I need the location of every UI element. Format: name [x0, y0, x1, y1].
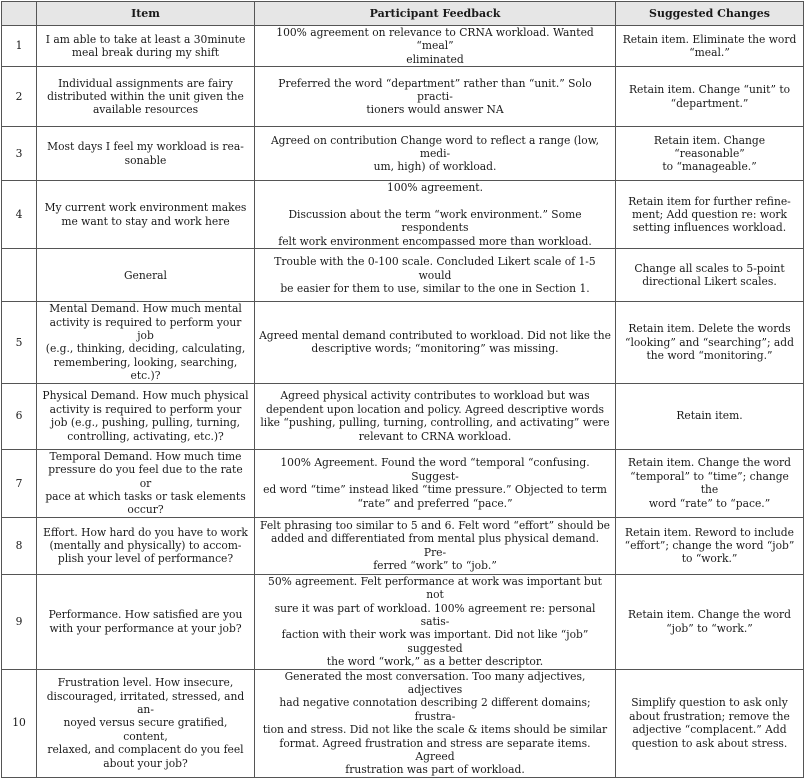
row-number: 5: [2, 302, 37, 383]
row-number: 7: [2, 449, 37, 517]
row-item: Most days I feel my workload is rea- sonable: [37, 127, 255, 181]
row-changes: Simplify question to ask only about frustration; remove the adjective “complacent.” Add question to ask about stress.: [616, 669, 804, 777]
row-feedback: 100% agreement. Discussion about the term “work environment.” Some respondents felt work environment encompassed more than workload.: [255, 181, 616, 249]
table-row: [2, 517, 804, 574]
table-row: [2, 127, 804, 181]
row-changes: Retain item. Change the word “temporal” to “time”; change the word “rate” to “pace.”: [616, 449, 804, 517]
row-number: 4: [2, 181, 37, 249]
row-number: 9: [2, 574, 37, 669]
row-item: Physical Demand. How much physical activity is required to perform your job (e.g., pushing, pulling, turning, controlling, activating, etc.)?: [37, 383, 255, 449]
row-feedback: Trouble with the 0-100 scale. Concluded Likert scale of 1-5 would be easier for them to use, similar to the one in Section 1.: [255, 249, 616, 302]
table-row: [2, 574, 804, 669]
row-item: Temporal Demand. How much time pressure do you feel due to the rate or pace at which tasks or task elements occur?: [37, 449, 255, 517]
row-feedback: Generated the most conversation. Too many adjectives, adjectives had negative connotation describing 2 different domains; frustra- tion and stress. Did not like the scale & items should be similar format. Agreed frustration and stress are separate items. Agreed frustration was part of workload.: [255, 669, 616, 777]
row-number: 8: [2, 517, 37, 574]
table-body: [2, 26, 804, 778]
row-changes: Retain item. Reword to include “effort”; change the word “job” to “work.”: [616, 517, 804, 574]
header-row: [2, 2, 804, 26]
row-number: 10: [2, 669, 37, 777]
row-feedback: 50% agreement. Felt performance at work was important but not sure it was part of workload. 100% agreement re: personal satis- faction with their work was important. Did not like “job” suggested the word “work,” as a better descriptor.: [255, 574, 616, 669]
row-item: Frustration level. How insecure, discouraged, irritated, stressed, and an- noyed versus secure gratified, content, relaxed, and complacent do you feel about your job?: [37, 669, 255, 777]
row-changes: Retain item. Delete the words “looking” and “searching”; add the word “monitoring.”: [616, 302, 804, 383]
row-changes: Retain item for further refine- ment; Add question re: work setting influences workload.: [616, 181, 804, 249]
row-feedback: Agreed physical activity contributes to workload but was dependent upon location and policy. Agreed descriptive words like “pushing, pulling, turning, controlling, and activating” were relevant to CRNA workload.: [255, 383, 616, 449]
header-changes: Suggested Changes: [616, 2, 804, 26]
row-feedback: 100% agreement on relevance to CRNA workload. Wanted “meal” eliminated: [255, 26, 616, 67]
table-row: [2, 302, 804, 383]
row-changes: Retain item. Change “reasonable” to “manageable.”: [616, 127, 804, 181]
table-row: [2, 669, 804, 777]
row-feedback: 100% Agreement. Found the word “temporal “confusing. Suggest- ed word “time” instead liked “time pressure.” Objected to term “rate” and preferred “pace.”: [255, 449, 616, 517]
row-changes: Retain item.: [616, 383, 804, 449]
row-changes: Retain item. Change the word “job” to “work.”: [616, 574, 804, 669]
row-item: Mental Demand. How much mental activity is required to perform your job (e.g., thinking, deciding, calculating, remembering, looking, searching, etc.)?: [37, 302, 255, 383]
row-feedback: Preferred the word “department” rather than “unit.” Solo practi- tioners would answer NA: [255, 67, 616, 127]
header-number: [2, 2, 37, 26]
header-feedback: Participant Feedback: [255, 2, 616, 26]
row-feedback: Agreed on contribution Change word to reflect a range (low, medi- um, high) of workload.: [255, 127, 616, 181]
table-row: [2, 181, 804, 249]
row-changes: Change all scales to 5-point directional Likert scales.: [616, 249, 804, 302]
row-item: General: [37, 249, 255, 302]
table-row: [2, 449, 804, 517]
row-item: Individual assignments are fairy distributed within the unit given the available resources: [37, 67, 255, 127]
row-number: 3: [2, 127, 37, 181]
row-number: 2: [2, 67, 37, 127]
row-feedback: Agreed mental demand contributed to workload. Did not like the descriptive words; “monitoring” was missing.: [255, 302, 616, 383]
table-row: [2, 249, 804, 302]
row-number: [2, 249, 37, 302]
feedback-table: [1, 1, 804, 778]
row-item: Effort. How hard do you have to work (mentally and physically) to accom- plish your level of performance?: [37, 517, 255, 574]
table-row: [2, 383, 804, 449]
table-row: [2, 67, 804, 127]
row-item: Performance. How satisfied are you with your performance at your job?: [37, 574, 255, 669]
row-item: I am able to take at least a 30minute meal break during my shift: [37, 26, 255, 67]
table-row: [2, 26, 804, 67]
row-number: 1: [2, 26, 37, 67]
row-number: 6: [2, 383, 37, 449]
row-changes: Retain item. Change “unit” to “department.”: [616, 67, 804, 127]
row-changes: Retain item. Eliminate the word “meal.”: [616, 26, 804, 67]
row-feedback: Felt phrasing too similar to 5 and 6. Felt word “effort” should be added and differentiated from mental plus physical demand. Pre- ferred “work” to “job.”: [255, 517, 616, 574]
header-item: Item: [37, 2, 255, 26]
row-item: My current work environment makes me want to stay and work here: [37, 181, 255, 249]
